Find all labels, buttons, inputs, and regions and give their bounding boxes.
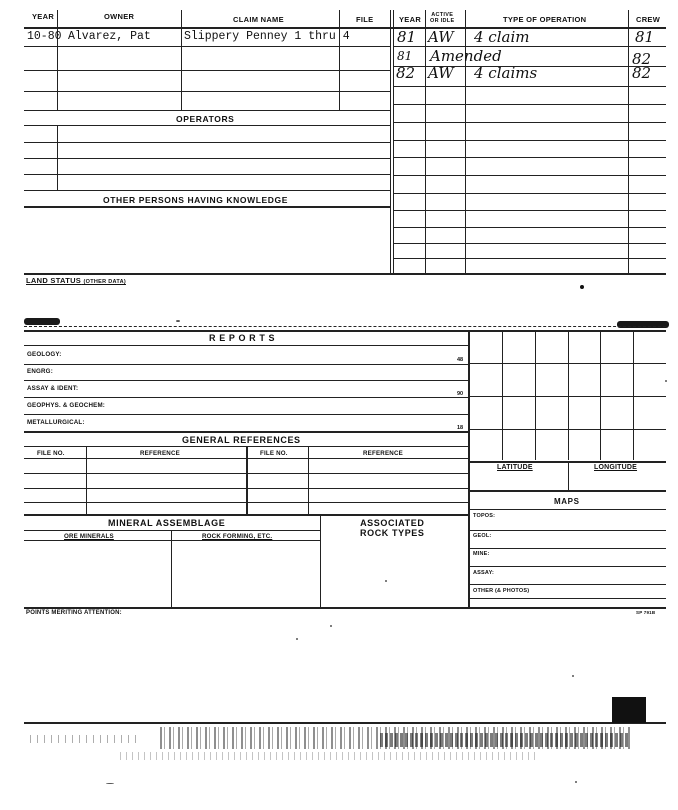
reports-heading: R E P O R T S <box>209 333 276 343</box>
header-file: FILE <box>356 15 374 24</box>
activity-operation-3: 4 claims <box>474 64 538 82</box>
land-status-heading <box>26 276 126 285</box>
report-geology: GEOLOGY: <box>27 351 62 358</box>
report-metallurgical-code: 18 <box>457 425 464 431</box>
header-year-2: YEAR <box>399 15 422 24</box>
header-year: YEAR <box>32 12 55 21</box>
points-meriting-attention-label: POINTS MERITING ATTENTION: <box>26 610 122 616</box>
report-geology-code: 48 <box>457 357 464 363</box>
general-references-heading: GENERAL REFERENCES <box>182 435 301 445</box>
activity-operation-1: 4 claim <box>474 28 530 46</box>
rock-forming-header: ROCK FORMING, ETC. <box>202 533 273 540</box>
claim-owner: Alvarez, Pat <box>68 30 151 43</box>
activity-status-1: AW <box>428 28 454 46</box>
associated-rock-types-heading: ASSOCIATED ROCK TYPES <box>360 518 425 538</box>
report-metallurgical: METALLURGICAL: <box>27 419 85 426</box>
ref-header-file-no-1: FILE NO. <box>37 450 65 457</box>
scan-black-square <box>612 697 646 723</box>
ref-header-file-no-2: FILE NO. <box>260 450 288 457</box>
maps-mine: MINE: <box>473 551 490 557</box>
ref-header-reference-2: REFERENCE <box>363 450 403 457</box>
land-status-sub-label: (OTHER DATA) <box>83 279 126 285</box>
latitude-label: LATITUDE <box>497 464 533 471</box>
land-status-label: LAND STATUS <box>26 276 82 285</box>
mineral-assemblage-heading: MINERAL ASSEMBLAGE <box>108 518 226 528</box>
activity-year-3: 82 <box>396 64 416 82</box>
header-type-of-operation: TYPE OF OPERATION <box>503 15 587 24</box>
maps-geol: GEOL: <box>473 533 492 539</box>
report-assay-code: 90 <box>457 391 464 397</box>
header-owner: OWNER <box>104 12 135 21</box>
activity-crew-3: 82 <box>632 64 652 82</box>
activity-crew-2: 82 <box>632 50 652 68</box>
activity-year-1: 81 <box>397 28 417 46</box>
ref-header-reference-1: REFERENCE <box>140 450 180 457</box>
ink-dot <box>580 285 584 289</box>
maps-other: OTHER (& PHOTOS) <box>473 588 530 594</box>
header-crew: CREW <box>636 15 661 24</box>
maps-topos: TOPOS: <box>473 513 496 519</box>
report-engrg: ENGRG: <box>27 368 53 375</box>
claim-name-value: Slippery Penney 1 thru 4 <box>184 30 350 43</box>
maps-assay: ASSAY: <box>473 570 495 576</box>
activity-status-2: Amended <box>430 47 502 65</box>
maps-heading: MAPS <box>554 497 580 506</box>
ore-minerals-header: ORE MINERALS <box>64 533 114 540</box>
activity-crew-1: 81 <box>635 28 655 46</box>
operators-heading: OPERATORS <box>176 114 235 124</box>
report-assay: ASSAY & IDENT: <box>27 385 79 392</box>
header-claim-name: CLAIM NAME <box>233 15 284 24</box>
header-active-idle: ACTIVE OR IDLE <box>430 12 455 24</box>
other-persons-heading: OTHER PERSONS HAVING KNOWLEDGE <box>103 195 289 205</box>
activity-year-2: 81 <box>397 49 413 63</box>
form-number: SP 791B <box>636 610 656 615</box>
activity-status-3: AW <box>428 64 454 82</box>
scan-smudge-left <box>24 318 60 325</box>
report-geophys: GEOPHYS. & GEOCHEM: <box>27 402 106 409</box>
claim-year: 10-80 <box>27 30 62 43</box>
longitude-label: LONGITUDE <box>594 464 638 471</box>
